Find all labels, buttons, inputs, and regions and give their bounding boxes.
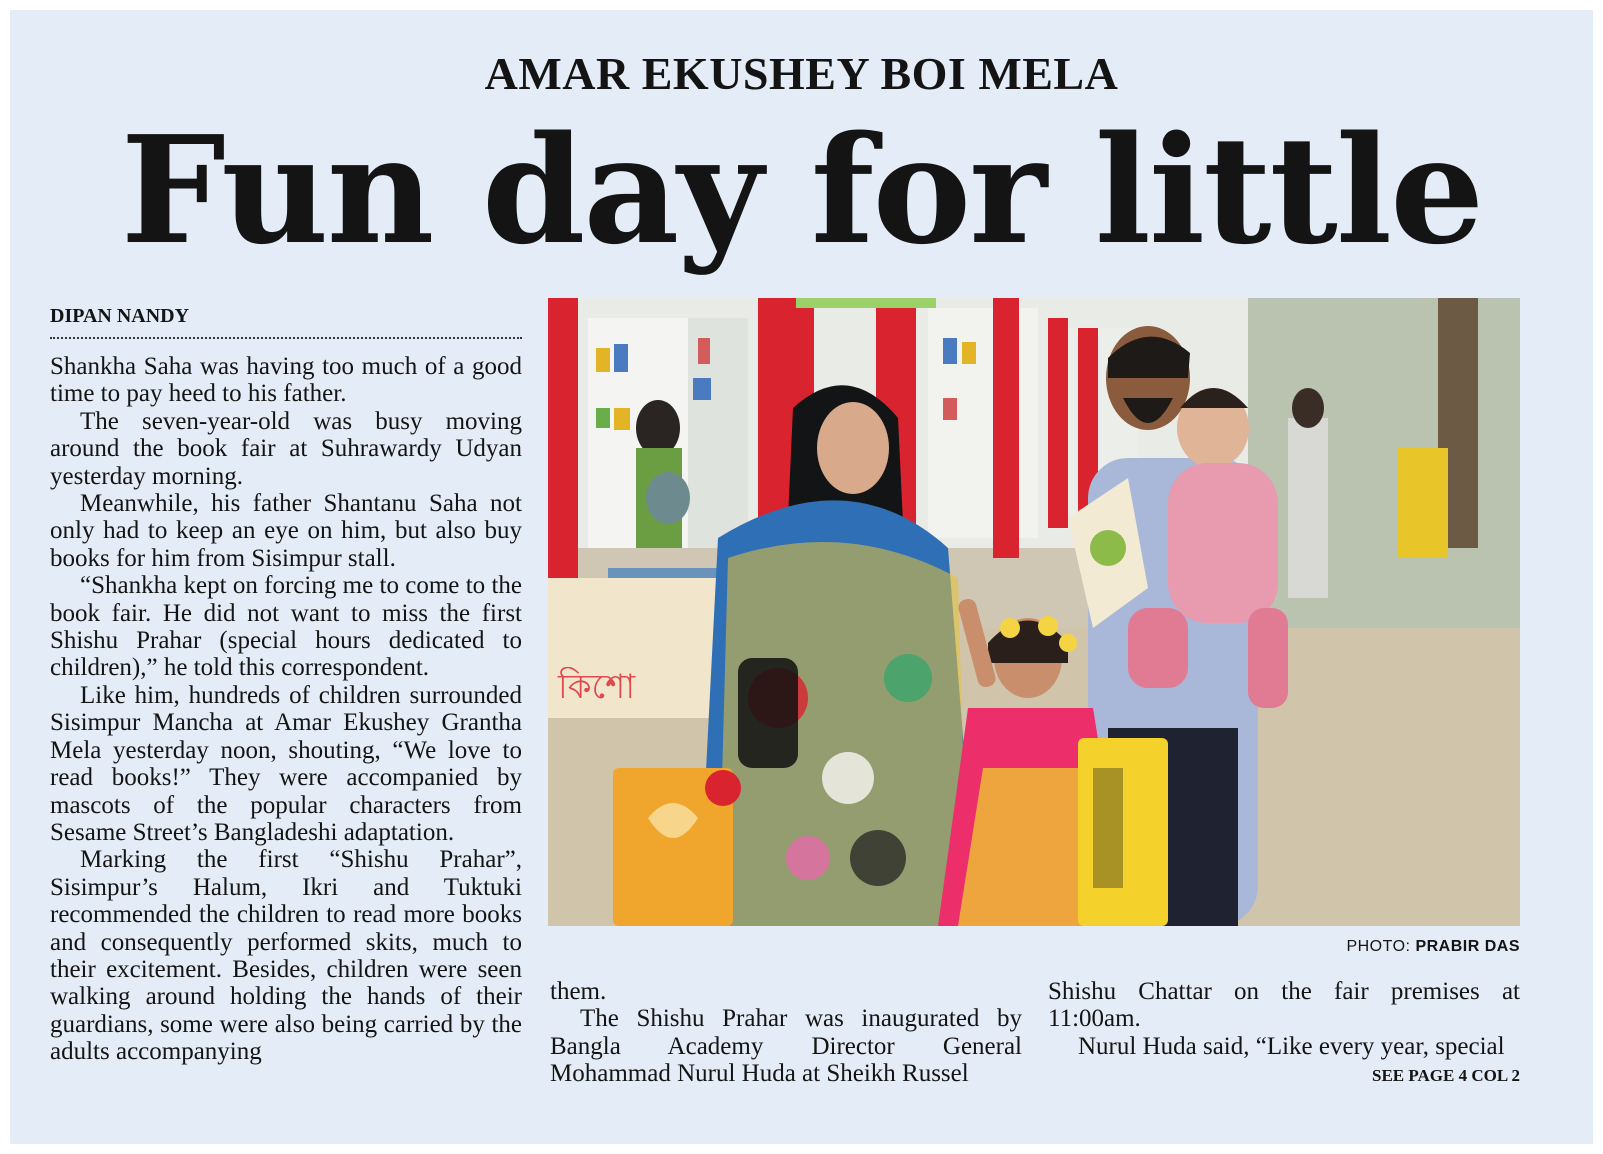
photo-credit [1346,938,1520,956]
byline: DIPAN NANDY [50,304,522,339]
paragraph: them. [550,978,607,1005]
photo-illustration [548,298,1520,926]
paragraph: Shishu Chattar on the fair premises at 11:00am. [1048,978,1520,1033]
paragraph: Like him, hundreds of children surrounded Sisimpur Mancha at Amar Ekushey Grantha Mela yesterday noon, shouting, “We love to read books!” They were accompanied by mascots of the popular characters from Sesame Street’s Bangladeshi adaptation. [50,681,522,846]
article-column-2 [550,978,1022,1088]
paragraph: The Shishu Prahar was inaugurated by Bangla Academy Director General Mohammad Nurul Huda at Sheikh Russel [550,1005,1022,1088]
article-column-3 [1048,978,1520,1060]
article-column-1 [50,353,522,1066]
paragraph: “Shankha kept on forcing me to come to the book fair. He did not want to miss the first Shishu Prahar (special hours dedicated to children),” he told this correspondent. [50,572,522,682]
paragraph: Marking the first “Shishu Prahar”, Sisimpur’s Halum, Ikri and Tuktuki recommended the children to read more books and consequently performed skits, much to their excitement. Besides, children were seen walking around holding the hands of their guardians, some were also being carried by the adults accompanying [50,846,522,1066]
article-headline: Fun day for little [120,103,1483,277]
paragraph: Shankha Saha was having too much of a good time to pay heed to his father. [50,353,522,408]
news-photo [548,298,1520,926]
photo-credit-label: PHOTO: [1346,938,1411,955]
continuation-note: SEE PAGE 4 COL 2 [1372,1066,1520,1085]
paragraph: Meanwhile, his father Shantanu Saha not only had to keep an eye on him, but also buy books for him from Sisimpur stall. [50,490,522,572]
newspaper-page [10,10,1593,1144]
svg-text:কিশো: কিশো [558,667,636,707]
paragraph: Nurul Huda said, “Like every year, special [1078,1032,1505,1060]
photo-credit-name: PRABIR DAS [1415,938,1520,955]
paragraph: The seven-year-old was busy moving around the book fair at Suhrawardy Udyan yesterday morning. [50,407,522,490]
section-kicker: AMAR EKUSHEY BOI MELA [484,48,1119,99]
